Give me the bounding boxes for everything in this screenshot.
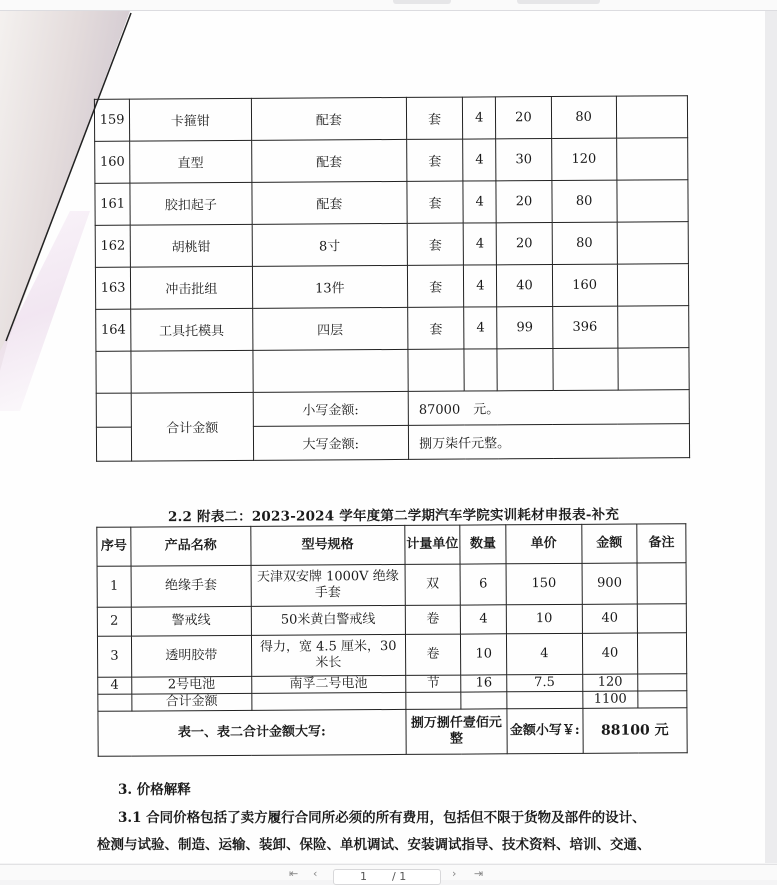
- cell-unit: 卷: [405, 605, 461, 634]
- small-amount-value: 87000 元。: [408, 390, 689, 426]
- toolbar-button[interactable]: [393, 0, 451, 4]
- cell-empty: [96, 351, 131, 393]
- cell-note: [617, 180, 689, 222]
- last-page-icon[interactable]: ⇥: [474, 867, 484, 880]
- table-row: [97, 633, 686, 678]
- cell-name: 卡箍钳: [130, 98, 252, 141]
- total-label: 合计金额: [131, 392, 253, 461]
- cell-spec: 50米黄白警戒线: [251, 605, 405, 635]
- cell-note: [637, 563, 686, 604]
- cell-no: 159: [94, 99, 129, 141]
- cell-unit: 套: [407, 265, 463, 307]
- next-page-icon[interactable]: ›: [452, 867, 457, 880]
- cell-qty: 4: [463, 97, 496, 139]
- cell-empty: [497, 349, 552, 391]
- cell-unit: 双: [405, 564, 461, 605]
- total-amount: 1100: [582, 691, 638, 708]
- cell-spec: 配套: [251, 139, 407, 182]
- table-2-caption: 2.2 附表二：2023-2024 学年度第二学期汽车学院实训耗材申报表-补充: [167, 506, 620, 526]
- cell-note: [617, 264, 689, 306]
- cell-price: 4: [506, 633, 582, 674]
- cell-price: 99: [497, 307, 552, 349]
- cell-no: 2: [97, 607, 131, 636]
- cell-unit: 套: [407, 181, 463, 223]
- grand-total-small-label: 金额小写￥:: [507, 708, 583, 753]
- cell-no: 163: [95, 267, 130, 309]
- table-2-supplement: [96, 523, 687, 757]
- page-number-input[interactable]: [333, 869, 441, 885]
- first-page-icon[interactable]: ⇤: [289, 867, 299, 880]
- big-amount-label: 大写金额:: [253, 425, 409, 460]
- cell-qty: 4: [463, 181, 496, 223]
- cell-no: 1: [97, 566, 131, 607]
- cell-no: 161: [95, 183, 130, 225]
- big-amount-value: 捌万柒仟元整。: [408, 424, 689, 460]
- cell-empty: [552, 348, 617, 390]
- cell-empty: [96, 427, 131, 461]
- cell-spec: 配套: [251, 97, 407, 140]
- prev-page-icon[interactable]: ‹: [313, 867, 318, 880]
- table-row: [95, 264, 688, 310]
- grand-total-label: 表一、表二合计金额大写:: [98, 709, 406, 756]
- cell-spec: 13件: [252, 265, 408, 308]
- table-header-row: [97, 524, 686, 567]
- header-name: 产品名称: [131, 526, 251, 566]
- cell-unit: 套: [407, 139, 463, 181]
- cell-note: [638, 604, 687, 633]
- table-row: [97, 604, 686, 637]
- cell-price: 20: [496, 97, 551, 139]
- grand-total-small-value: 88100 元: [582, 708, 687, 754]
- cell-name: 胡桃钳: [130, 224, 252, 267]
- cell-amount: 80: [551, 96, 616, 138]
- cell-empty: [405, 692, 461, 709]
- cell-unit: 套: [408, 307, 464, 349]
- cell-amount: 80: [552, 222, 617, 264]
- cell-qty: 4: [464, 265, 497, 307]
- header-note: 备注: [637, 524, 686, 563]
- vertical-scrollbar[interactable]: [765, 11, 777, 863]
- cell-qty: 10: [461, 634, 507, 675]
- cell-name: 冲击批组: [131, 266, 253, 309]
- cell-empty: [464, 349, 497, 391]
- cell-name: 胶扣起子: [130, 182, 252, 225]
- cell-empty: [618, 348, 690, 390]
- cell-price: 150: [506, 563, 582, 604]
- cell-spec: 四层: [252, 307, 408, 350]
- cell-unit: 卷: [405, 634, 461, 675]
- grand-total-big: 捌万捌仟壹佰元整: [406, 709, 508, 755]
- cell-qty: 4: [464, 307, 497, 349]
- cell-price: 30: [496, 139, 551, 181]
- header-qty: 数量: [460, 525, 506, 564]
- cell-spec: 得力，宽 4.5 厘米，30 米长: [251, 634, 405, 676]
- section-3-title: 3. 价格解释: [118, 782, 191, 798]
- cell-spec: 配套: [251, 181, 407, 224]
- current-page: 1: [360, 870, 367, 883]
- table-row: [95, 222, 688, 268]
- cell-note: [638, 674, 687, 691]
- viewer-toolbar: [0, 0, 777, 11]
- paragraph-3-1-line1: 3.1 合同价格包括了卖方履行合同所必须的所有费用，包括但不限于货物及部件的设计、: [118, 810, 646, 826]
- cell-spec: 8寸: [252, 223, 408, 266]
- cell-empty: [507, 691, 583, 708]
- cell-amount: 40: [582, 633, 638, 674]
- cell-unit: 套: [406, 97, 462, 139]
- table-row: [96, 306, 689, 352]
- toolbar-button[interactable]: [517, 0, 600, 4]
- cell-note: [616, 138, 688, 180]
- cell-amount: 120: [551, 138, 616, 180]
- cell-note: [616, 96, 688, 138]
- table-row-empty: [96, 348, 689, 394]
- cell-amount: 80: [551, 180, 616, 222]
- header-amount: 金额: [581, 524, 637, 563]
- cell-qty: 4: [463, 139, 496, 181]
- cell-amount: 120: [582, 674, 638, 691]
- cell-name: 工具托模具: [131, 308, 253, 351]
- table-1-continued: [94, 95, 690, 462]
- cell-unit: 套: [407, 223, 463, 265]
- total-pages: / 1: [392, 870, 407, 883]
- cell-amount: 160: [552, 264, 617, 306]
- total-label: 合计金额: [132, 693, 252, 711]
- cell-qty: 6: [460, 564, 506, 605]
- cell-price: 10: [506, 604, 582, 633]
- paragraph-3-1-line2: 检测与试验、制造、运输、装卸、保险、单机调试、安装调试指导、技术资料、培训、交通、: [97, 837, 651, 853]
- small-amount-label: 小写金额:: [253, 391, 409, 426]
- cell-price: 40: [497, 265, 552, 307]
- cell-name: 透明胶带: [131, 635, 251, 677]
- cell-price: 20: [496, 223, 551, 265]
- table-row: [95, 138, 688, 184]
- cell-empty: [131, 350, 253, 393]
- cell-name: 直型: [130, 140, 252, 183]
- grand-total-row: [98, 708, 687, 757]
- cell-no: 162: [95, 225, 130, 267]
- header-spec: 型号规格: [251, 525, 405, 565]
- cell-empty: [96, 393, 131, 427]
- cell-amount: 40: [582, 604, 638, 633]
- cell-empty: [252, 692, 406, 710]
- cell-price: 20: [496, 181, 551, 223]
- cell-no: 164: [96, 309, 131, 351]
- cell-note: [638, 633, 687, 674]
- cell-spec: 天津双安牌 1000V 绝缘手套: [251, 564, 405, 606]
- cell-no: 3: [97, 636, 131, 677]
- cell-amount: 396: [552, 306, 617, 348]
- cell-empty: [408, 349, 464, 391]
- cell-qty: 4: [461, 605, 507, 634]
- cell-unit: 节: [405, 675, 461, 692]
- cell-empty: [461, 692, 507, 709]
- cell-name: 警戒线: [131, 606, 251, 636]
- table-row: [95, 180, 688, 226]
- cell-empty: [638, 691, 687, 708]
- cell-empty: [98, 694, 132, 711]
- cell-qty: 4: [463, 223, 496, 265]
- cell-no: 160: [95, 141, 130, 183]
- table-row: [94, 96, 687, 142]
- header-price: 单价: [506, 524, 582, 563]
- header-no: 序号: [97, 527, 131, 566]
- cell-no: 4: [98, 677, 132, 694]
- cell-name: 2号电池: [132, 676, 252, 694]
- cell-name: 绝缘手套: [131, 565, 251, 607]
- cell-note: [617, 222, 689, 264]
- header-unit: 计量单位: [404, 525, 460, 564]
- page-navigator: [0, 864, 777, 883]
- cell-spec: 南孚二号电池: [251, 675, 405, 693]
- cell-amount: 900: [582, 563, 638, 604]
- cell-note: [617, 306, 689, 348]
- cell-qty: 16: [461, 675, 507, 692]
- table-row: [97, 563, 686, 608]
- cell-empty: [252, 349, 408, 392]
- table-total-small-row: [96, 390, 689, 428]
- cell-price: 7.5: [507, 674, 583, 691]
